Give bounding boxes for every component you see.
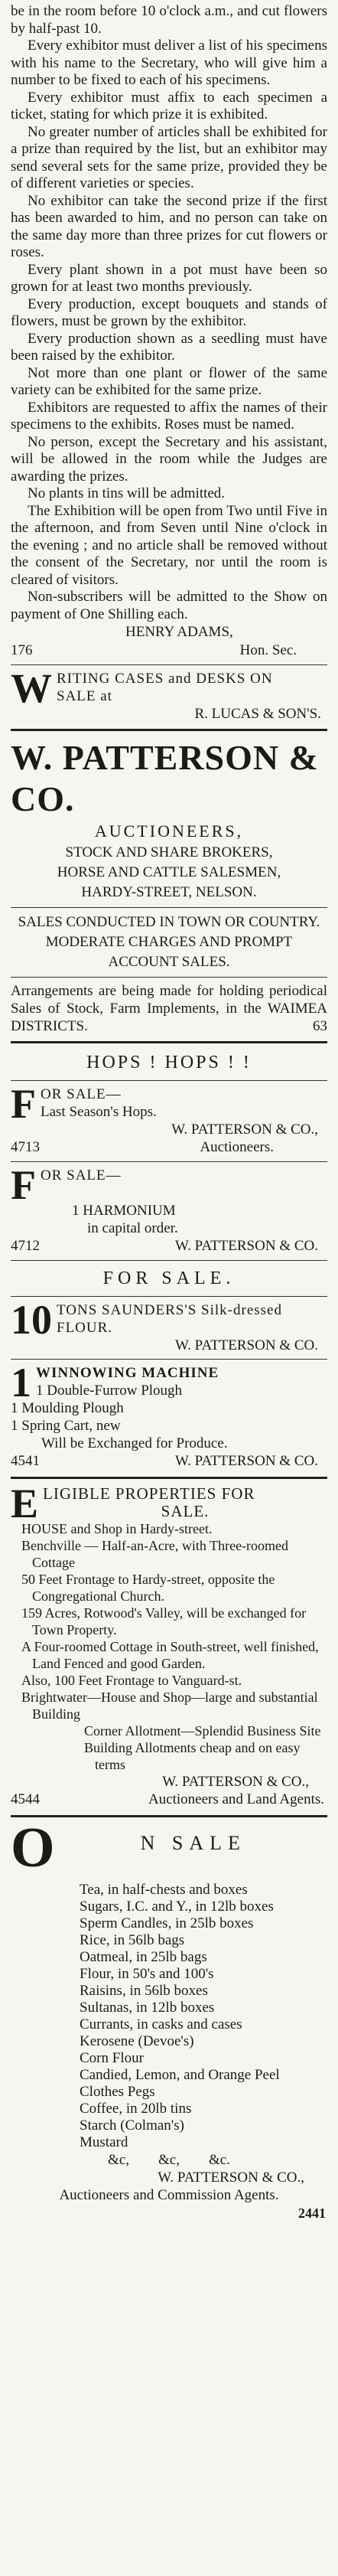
ad-heading: FOR SALE. [102,1268,236,1288]
sale-item: Clothes Pegs [80,2084,155,2100]
divider [11,977,327,978]
sale-item: Currants, in casks and cases [80,2016,242,2032]
ad-firm: W. PATTERSON & CO., [171,1121,318,1138]
divider [11,1296,327,1297]
sale-item: Coffee, in 20lb tins [80,2101,192,2117]
divider [11,1041,327,1043]
ad-reference: 4713 [11,1139,40,1155]
arrangements-text: Arrangements are being made for holding periodical Sales of Stock, Farm Implements, in the WAIMEA DISTRICTS. [11,983,327,1034]
ad-line: SALE. [161,1502,210,1520]
ad-firm: W. PATTERSON & CO., [162,1774,309,1790]
ref-line [11,1791,327,1809]
sale-item: Kerosene (Devoe's) [80,2033,194,2049]
ad-reference: 176 [11,642,33,658]
drop-cap: F [11,1162,36,1208]
ad-heading: N SALE [140,1832,246,1854]
ad-role: Auctioneers and Land Agents. [148,1791,324,1807]
properties-ad [11,1481,327,1809]
divider [11,1477,327,1479]
sale-item: Mustard [80,2134,128,2150]
ref-line [11,1237,327,1255]
divider [11,729,327,731]
ad-line: Last Season's Hops. [41,1104,157,1120]
ad-firm: W. PATTERSON & CO. [174,1238,318,1254]
ad-line: 1 HARMONIUM [72,1203,176,1219]
property-item: HOUSE and Shop in Hardy-street. [21,1521,213,1536]
ad-reference: 4544 [11,1791,40,1807]
ad-line: WINNOWING MACHINE [36,1365,219,1381]
drop-cap: 1 [11,1360,31,1406]
rule-paragraph: be in the room before 10 o'clock a.m., and cut flowers by half-past 10. [11,3,327,37]
ad-line: STOCK AND SHARE BROKERS, [65,844,273,860]
drop-cap: 10 [11,1297,52,1343]
property-item: 159 Acres, Rotwood's Valley, will be exchanged for Town Property. [21,1605,307,1637]
property-item: Building Allotments cheap and on easy terms [84,1740,301,1772]
property-item: 50 Feet Frontage to Hardy-street, opposite the Congregational Church. [21,1572,275,1604]
firm-address: HARDY-STREET, NELSON. [81,884,257,900]
show-rules [11,3,327,660]
patterson-auctioneers-ad [11,737,327,1035]
harmonium-ad [11,1162,327,1255]
property-item: Benchville — Half-an-Acre, with Three-roomed Cottage [21,1538,289,1570]
divider [11,664,327,665]
divider [11,1260,327,1261]
etc-line: &c, &c, &c. [108,2152,230,2168]
property-item: Also, 100 Feet Frontage to Vanguard-st. [21,1673,242,1688]
ref-line [11,2204,327,2222]
sale-item: Corn Flour [80,2050,144,2066]
sale-item: Starch (Colman's) [80,2117,184,2134]
ad-line: FLOUR. [57,1320,113,1336]
sale-item: Flour, in 50's and 100's [80,1966,214,1982]
property-item: Brightwater—House and Shop—large and substantial Building [21,1690,318,1722]
ad-line: MODERATE CHARGES AND PROMPT [45,934,293,950]
ad-line: SALE at [57,688,112,704]
sale-item: Raisins, in 56lb boxes [80,1983,208,1999]
ad-line: OR SALE— [41,1167,122,1184]
rule-paragraph: Every plant shown in a pot must have been so grown for at least two months previously. [11,261,327,295]
divider [11,1359,327,1360]
rule-paragraph: Every production, except bouquets and stands of flowers, must be grown by the exhibitor. [11,295,327,329]
ad-firm: W. PATTERSON & CO. [174,1453,318,1469]
ref-line [11,1138,327,1157]
property-item: A Four-roomed Cottage in South-street, well finished, Land Fenced and good Garden. [21,1639,319,1671]
signature-line [11,642,327,660]
rule-paragraph: No person, except the Secretary and his assistant, will be allowed in the room while the Judges are awarding the prizes. [11,433,327,485]
hops-ad [11,1050,327,1157]
sale-item: Oatmeal, in 25lb bags [80,1949,207,1965]
title-rest: . PATTERSON & CO. [11,738,319,818]
ad-reference: 2441 [298,2205,326,2221]
rule-paragraph: Every exhibitor must deliver a list of his specimens with his name to the Secretary, who will give him a number to be fixed to each of his specimens. [11,38,327,88]
divider [11,907,327,908]
drop-cap: E [11,1481,39,1526]
rule-paragraph: Non-subscribers will be admitted to the Show on payment of One Shilling each. [11,589,327,622]
ad-firm: W. PATTERSON & CO. [174,1337,318,1353]
drop-cap: F [11,1081,36,1127]
rule-paragraph: Not more than one plant or flower of the same variety can be exhibited for the same prize. [11,364,327,398]
ad-role: Auctioneers and Commission Agents. [59,2187,279,2203]
ref-line [11,1452,327,1471]
ad-line: in capital order. [87,1220,178,1236]
rule-paragraph: The Exhibition will be open from Two until Five in the afternoon, and from Seven until Nine o'clock in the evening ; and no article shall be removed without the consent of the Secretary, nor until the room is cleared of visitors. [11,502,327,588]
ad-list-item: 1 Spring Cart, new [11,1418,121,1434]
ad-list-item: 1 Double-Furrow Plough [36,1383,183,1399]
title-cap: W [11,738,44,777]
ad-line: RITING CASES and DESKS ON [57,671,273,687]
property-item: Corner Allotment—Splendid Business Site [84,1723,321,1739]
sale-item: Candied, Lemon, and Orange Peel [80,2067,280,2083]
ad-firm: R. LUCAS & SON'S. [194,706,321,722]
ad-line: Will be Exchanged for Produce. [41,1435,228,1451]
ad-role: Auctioneers. [200,1139,274,1155]
divider [11,1815,327,1817]
rule-paragraph: Exhibitors are requested to affix the names of their specimens to the exhibits. Roses must be named. [11,399,327,433]
ad-reference: 63 [313,1018,327,1034]
ad-body [11,982,327,1035]
divider [11,1080,327,1081]
rule-paragraph: Every exhibitor must affix to each specimen a ticket, stating for which prize it is exhibited. [11,89,327,122]
flour-ad [11,1265,327,1354]
writing-cases-ad [11,665,327,723]
ad-line: LIGIBLE PROPERTIES FOR [43,1484,255,1503]
sale-item: Sperm Candles, in 25lb boxes [80,1915,254,1931]
drop-cap: O [11,1817,55,1879]
signature-role: Hon. Sec. [239,642,297,658]
ad-firm: W. PATTERSON & CO., [158,2170,304,2186]
rule-paragraph: No plants in tins will be admitted. [28,485,226,501]
firm-subtitle: AUCTIONEERS, [94,821,244,841]
divider [11,1161,327,1162]
ad-list-item: 1 Moulding Plough [11,1400,124,1416]
firm-title [11,737,327,820]
sale-item: Sugars, I.C. and Y., in 12lb boxes [80,1899,274,1915]
ad-heading: HOPS ! HOPS ! ! [86,1053,252,1073]
drop-cap: W [11,665,52,711]
ad-line: OR SALE— [41,1086,122,1102]
ad-line: SALES CONDUCTED IN TOWN OR COUNTRY. [18,914,320,930]
rule-paragraph: No exhibitor can take the second prize if the first has been awarded to him, and no person can take on the same day more than three prizes for cut flowers or roses. [11,192,327,260]
ad-line: HORSE AND CATTLE SALESMEN, [57,864,281,880]
rule-paragraph: No greater number of articles shall be exhibited for a prize than required by the list, but an exhibitor may send several sets for the same prize, provided they be of different varieties or species. [11,123,327,191]
ad-line: TONS SAUNDERS'S Silk-dressed [57,1302,282,1318]
ad-reference: 4712 [11,1238,40,1254]
sale-item: Sultanas, in 12lb boxes [80,2000,215,2016]
signature-name: HENRY ADAMS, [125,624,233,640]
sale-item: Tea, in half-chests and boxes [80,1882,248,1898]
sale-item: Rice, in 56lb bags [80,1932,185,1948]
winnowing-machine-ad [11,1360,327,1471]
ad-line: ACCOUNT SALES. [108,954,230,970]
rule-paragraph: Every production shown as a seedling must have been raised by the exhibitor. [11,330,327,364]
ad-reference: 4541 [11,1453,40,1469]
on-sale-ad [11,1817,327,2222]
